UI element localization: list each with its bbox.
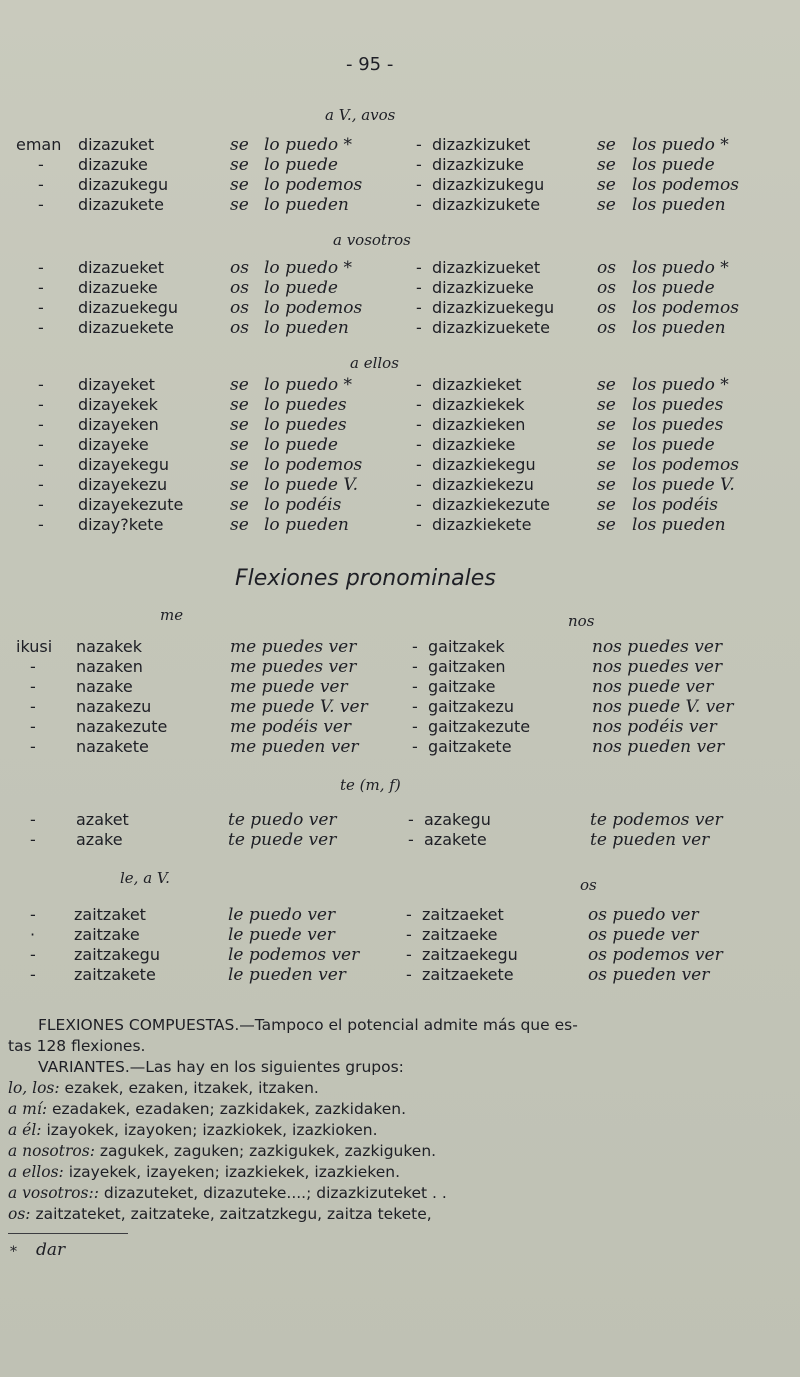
basque-singular-column — [78, 375, 183, 535]
basque-singular-cell: nazake — [76, 677, 133, 696]
basque-singular-cell: dizayekezute — [78, 495, 184, 514]
spanish-singular-cell: lo puedes — [264, 415, 347, 435]
spanish-singular-cell: le pueden ver — [228, 965, 346, 985]
spanish-plural-cell: los podemos — [632, 455, 739, 475]
pronoun-right-cell: se — [597, 395, 616, 415]
pronoun-right-column — [597, 135, 616, 215]
pronoun-left-cell: se — [230, 195, 249, 215]
verb-eman: eman — [16, 135, 62, 154]
spanish-plural-cell: nos puedes ver — [592, 657, 723, 677]
pronoun-left-cell: se — [230, 135, 249, 155]
dash-mid: - — [408, 810, 414, 829]
dash-left-cell — [38, 135, 56, 155]
basque-plural-cell: dizazkizukete — [432, 195, 541, 214]
spanish-singular-column — [228, 810, 337, 850]
dash-mid: - — [416, 395, 422, 414]
dash-left-column — [30, 637, 48, 757]
basque-singular-cell: dizazuekegu — [78, 298, 179, 317]
spanish-plural-cell: nos puede V. ver — [592, 697, 734, 717]
nos-header: nos — [568, 612, 595, 630]
pronoun-right-cell: se — [597, 195, 616, 215]
spanish-singular-cell: me puede ver — [230, 677, 348, 697]
pronoun-left-cell: os — [230, 318, 249, 338]
spanish-singular-cell: me pueden ver — [230, 737, 359, 757]
basque-plural-cell: gaitzake — [428, 677, 496, 696]
dash-mid: - — [416, 415, 422, 434]
compuestas-line-2: tas 128 flexiones. — [8, 1037, 146, 1055]
dash-left-column — [30, 905, 48, 985]
pronoun-right-cell: se — [597, 495, 616, 515]
spanish-plural-column — [632, 135, 739, 215]
dash-mid: - — [416, 515, 422, 534]
basque-singular-cell: zaitzaket — [74, 905, 146, 924]
dash-left-cell: - — [30, 697, 36, 716]
le-header: le, a V. — [120, 869, 170, 887]
spanish-plural-cell: los puedo * — [632, 375, 729, 395]
basque-singular-cell: azake — [76, 830, 123, 849]
basque-singular-cell: dizayeket — [78, 375, 155, 394]
section-header-a-ellos: a ellos — [350, 354, 399, 372]
dash-mid: - — [416, 475, 422, 494]
dash-mid: - — [412, 657, 418, 676]
pronoun-right-cell: os — [597, 318, 616, 338]
dash-mid: - — [412, 677, 418, 696]
spanish-singular-cell: lo puede — [264, 278, 338, 298]
basque-singular-cell: zaitzakegu — [74, 945, 160, 964]
basque-plural-column — [422, 905, 518, 985]
dash-mid: - — [416, 155, 422, 174]
dash-left-cell: - — [38, 195, 44, 214]
spanish-singular-cell: le podemos ver — [228, 945, 360, 965]
dash-left-cell: - — [38, 515, 44, 534]
dash-left-cell: - — [38, 455, 44, 474]
spanish-singular-cell: lo pueden — [264, 318, 349, 338]
spanish-plural-cell: los pueden — [632, 195, 726, 215]
spanish-plural-cell: los puede — [632, 278, 715, 298]
variant-label: lo, los: — [8, 1079, 60, 1097]
basque-singular-column — [74, 905, 160, 985]
pronoun-right-column — [597, 375, 616, 535]
spanish-singular-column — [264, 375, 362, 535]
dash-left-cell: - — [38, 278, 44, 297]
dash-mid: - — [416, 298, 422, 317]
basque-singular-cell: nazakete — [76, 737, 149, 756]
basque-plural-cell: dizazkiekete — [432, 515, 532, 534]
variant-text: dizazuteket, dizazuteke....; dizazkizuteket . . — [98, 1184, 447, 1202]
dash-left-cell: - — [30, 677, 36, 696]
dash-mid: - — [416, 195, 422, 214]
dash-left-cell: - — [30, 830, 36, 849]
basque-plural-column — [432, 258, 554, 338]
dash-left-cell: - — [30, 965, 36, 984]
me-header: me — [160, 606, 184, 624]
dash-left-cell: - — [38, 155, 44, 174]
spanish-plural-cell: los puedes — [632, 415, 724, 435]
spanish-plural-cell: os pueden ver — [588, 965, 710, 985]
dash-left-cell: - — [38, 375, 44, 394]
basque-singular-column — [78, 135, 168, 215]
verb-ikusi: ikusi — [16, 637, 53, 656]
basque-plural-cell: dizazkiekegu — [432, 455, 536, 474]
spanish-singular-cell: lo pueden — [264, 195, 349, 215]
dash-mid: - — [416, 175, 422, 194]
spanish-plural-cell: los podemos — [632, 175, 739, 195]
dash-left-cell: - — [38, 435, 44, 454]
spanish-plural-cell: nos pueden ver — [592, 737, 725, 757]
basque-singular-cell: nazakezute — [76, 717, 168, 736]
dash-mid: - — [416, 278, 422, 297]
dash-mid-column — [412, 637, 418, 757]
dash-left-cell: - — [38, 298, 44, 317]
spanish-singular-cell: lo puedo * — [264, 375, 352, 395]
variant-text: zaitzateket, zaitzateke, zaitzatzkegu, zaitza tekete, — [30, 1205, 432, 1223]
basque-singular-cell: nazakek — [76, 637, 142, 656]
pronoun-right-cell: se — [597, 435, 616, 455]
dash-mid-column — [416, 135, 422, 215]
spanish-plural-cell: os puedo ver — [588, 905, 699, 925]
basque-singular-cell: dizayekezu — [78, 475, 168, 494]
te-header: te (m, f) — [340, 776, 401, 794]
variant-text: izayekek, izayeken; izazkiekek, izazkieken. — [63, 1163, 401, 1181]
spanish-singular-cell: te puedo ver — [228, 810, 337, 830]
basque-singular-cell: dizazuke — [78, 155, 148, 174]
basque-plural-cell: gaitzaken — [428, 657, 506, 676]
basque-singular-cell: dizazueke — [78, 278, 158, 297]
pronoun-left-cell: se — [230, 515, 249, 535]
notes-block — [8, 1015, 778, 1225]
spanish-singular-column — [230, 637, 368, 757]
dash-mid: - — [412, 717, 418, 736]
spanish-singular-cell: lo puede — [264, 155, 338, 175]
basque-singular-column — [76, 637, 167, 757]
basque-plural-cell: dizazkiekezute — [432, 495, 550, 514]
dash-left-column — [38, 258, 56, 338]
dash-left-column — [38, 375, 56, 535]
basque-singular-cell: nazakezu — [76, 697, 152, 716]
pronoun-right-cell: se — [597, 155, 616, 175]
pronoun-left-cell: se — [230, 475, 249, 495]
basque-plural-cell: dizazkiekezu — [432, 475, 534, 494]
spanish-singular-cell: lo podemos — [264, 298, 363, 318]
spanish-plural-cell: los pueden — [632, 318, 726, 338]
spanish-singular-column — [264, 258, 362, 338]
basque-singular-column — [76, 810, 129, 850]
spanish-singular-cell: lo pueden — [264, 515, 349, 535]
basque-plural-cell: zaitzaeke — [422, 925, 498, 944]
dash-left-cell: - — [30, 657, 36, 676]
pronoun-right-cell: se — [597, 175, 616, 195]
variant-label: a ellos: — [8, 1163, 64, 1181]
spanish-plural-cell: nos podéis ver — [592, 717, 717, 737]
dash-left-cell: - — [30, 810, 36, 829]
basque-singular-cell: dizayekek — [78, 395, 158, 414]
dash-left-column — [38, 135, 56, 215]
spanish-plural-cell: los podéis — [632, 495, 719, 515]
basque-singular-cell: dizayeke — [78, 435, 149, 454]
variant-line — [8, 1141, 778, 1162]
pronoun-right-cell: se — [597, 515, 616, 535]
basque-plural-cell: dizazkizuekete — [432, 318, 550, 337]
basque-plural-cell: dizazkizuekegu — [432, 298, 555, 317]
pronoun-left-cell: se — [230, 415, 249, 435]
pronoun-right-cell: se — [597, 415, 616, 435]
dash-left-cell: - — [30, 945, 36, 964]
dash-mid: - — [416, 495, 422, 514]
pronoun-right-cell: se — [597, 375, 616, 395]
pronoun-left-cell: se — [230, 395, 249, 415]
footnote-mark: * — [10, 1244, 17, 1260]
basque-plural-cell: dizazkieke — [432, 435, 516, 454]
spanish-plural-column — [632, 258, 739, 338]
os-header: os — [580, 876, 597, 894]
basque-plural-cell: gaitzakete — [428, 737, 512, 756]
dash-mid-column — [416, 375, 422, 535]
dash-left-cell: - — [38, 395, 44, 414]
basque-plural-cell: dizazkizukegu — [432, 175, 545, 194]
spanish-singular-cell: lo podéis — [264, 495, 342, 515]
dash-left-cell: · — [30, 925, 36, 944]
spanish-plural-cell: los puede — [632, 435, 715, 455]
pronoun-right-cell: os — [597, 278, 616, 298]
variant-line — [8, 1078, 778, 1099]
dash-left-cell — [30, 637, 48, 657]
basque-plural-cell: dizazkizueket — [432, 258, 541, 277]
dash-mid: - — [406, 905, 412, 924]
variant-line — [8, 1183, 778, 1204]
spanish-plural-column — [592, 637, 733, 757]
basque-singular-cell: dizazueket — [78, 258, 164, 277]
basque-singular-cell: zaitzakete — [74, 965, 156, 984]
dash-mid: - — [412, 737, 418, 756]
dash-left-cell: - — [38, 495, 44, 514]
variant-label: a nosotros: — [8, 1142, 95, 1160]
spanish-singular-cell: lo puedo * — [264, 258, 352, 278]
variant-line — [8, 1162, 778, 1183]
spanish-plural-cell: te podemos ver — [590, 810, 723, 830]
basque-plural-cell: gaitzakek — [428, 637, 505, 656]
dash-left-cell: - — [38, 415, 44, 434]
section-header-a-vosotros: a vosotros — [333, 231, 411, 249]
dash-mid: - — [416, 435, 422, 454]
spanish-singular-cell: lo podemos — [264, 175, 363, 195]
pronoun-left-column — [230, 375, 249, 535]
dash-mid-column — [416, 258, 422, 338]
spanish-plural-cell: os podemos ver — [588, 945, 723, 965]
pronoun-left-cell: se — [230, 155, 249, 175]
spanish-singular-cell: lo podemos — [264, 455, 363, 475]
pronoun-right-cell: se — [597, 475, 616, 495]
spanish-singular-cell: lo puedes — [264, 395, 347, 415]
pronoun-right-cell: os — [597, 258, 616, 278]
pronoun-left-cell: se — [230, 495, 249, 515]
spanish-singular-cell: te puede ver — [228, 830, 337, 850]
basque-plural-column — [428, 637, 530, 757]
pronominal-title: Flexiones pronominales — [235, 566, 496, 591]
dash-mid-column — [408, 810, 414, 850]
spanish-plural-cell: los puedo * — [632, 258, 729, 278]
spanish-plural-cell: os puede ver — [588, 925, 699, 945]
basque-plural-cell: dizazkiekek — [432, 395, 525, 414]
page-number: - 95 - — [346, 54, 394, 75]
variant-line — [8, 1120, 778, 1141]
spanish-singular-cell: lo puedo * — [264, 135, 352, 155]
dash-mid: - — [416, 318, 422, 337]
basque-singular-cell: dizayeken — [78, 415, 159, 434]
dash-left-cell: - — [30, 905, 36, 924]
basque-plural-column — [432, 135, 544, 215]
spanish-singular-cell: me podéis ver — [230, 717, 352, 737]
dash-mid: - — [406, 925, 412, 944]
basque-plural-cell: dizazkizuke — [432, 155, 524, 174]
dash-mid: - — [416, 455, 422, 474]
dash-mid: - — [412, 697, 418, 716]
basque-plural-cell: gaitzakezute — [428, 717, 531, 736]
spanish-plural-cell: los puedes — [632, 395, 724, 415]
variant-label: a vosotros:: — [8, 1184, 99, 1202]
basque-singular-cell: zaitzake — [74, 925, 140, 944]
dash-left-cell: - — [30, 717, 36, 736]
basque-plural-cell: zaitzaekegu — [422, 945, 518, 964]
footnote-rule — [8, 1233, 128, 1234]
dash-left-cell: - — [38, 318, 44, 337]
pronoun-left-cell: os — [230, 278, 249, 298]
basque-plural-cell: dizazkieken — [432, 415, 526, 434]
dash-mid: - — [412, 637, 418, 656]
spanish-plural-cell: nos puede ver — [592, 677, 714, 697]
spanish-plural-cell: los puede V. — [632, 475, 735, 495]
basque-plural-column — [432, 375, 550, 535]
pronoun-left-cell: se — [230, 175, 249, 195]
variant-line — [8, 1099, 778, 1120]
variant-label: a mí: — [8, 1100, 48, 1118]
pronoun-left-cell: se — [230, 455, 249, 475]
basque-plural-cell: dizazkizuket — [432, 135, 531, 154]
spanish-singular-column — [264, 135, 362, 215]
section-header-a-v: a V., avos — [325, 106, 396, 124]
basque-plural-cell: azakegu — [424, 810, 491, 829]
spanish-plural-cell: los puedo * — [632, 135, 729, 155]
basque-plural-cell: zaitzaeket — [422, 905, 504, 924]
variant-text: ezadakek, ezadaken; zazkidakek, zazkidaken. — [47, 1100, 406, 1118]
spanish-plural-cell: los puede — [632, 155, 715, 175]
basque-singular-cell: dizazuket — [78, 135, 155, 154]
pronoun-left-column — [230, 258, 249, 338]
footnote-text: dar — [36, 1240, 66, 1260]
spanish-plural-cell: los pueden — [632, 515, 726, 535]
dash-left-cell: - — [38, 175, 44, 194]
spanish-plural-cell: nos puedes ver — [592, 637, 723, 657]
spanish-plural-column — [632, 375, 739, 535]
variant-label: os: — [8, 1205, 31, 1223]
spanish-plural-column — [590, 810, 723, 850]
basque-plural-cell: zaitzaekete — [422, 965, 514, 984]
basque-singular-cell: dizazuekete — [78, 318, 174, 337]
variant-line — [8, 1204, 778, 1225]
spanish-singular-cell: le puedo ver — [228, 905, 336, 925]
basque-singular-cell: dizay?kete — [78, 515, 164, 534]
pronoun-right-column — [597, 258, 616, 338]
pronoun-left-cell: os — [230, 298, 249, 318]
variant-label: a él: — [8, 1121, 42, 1139]
pronoun-left-cell: os — [230, 258, 249, 278]
dash-left-column — [30, 810, 48, 850]
dash-mid: - — [416, 375, 422, 394]
pronoun-right-cell: se — [597, 135, 616, 155]
variant-text: izayokek, izayoken; izazkiokek, izazkioken. — [41, 1121, 378, 1139]
basque-plural-cell: dizazkizueke — [432, 278, 534, 297]
spanish-plural-cell: te pueden ver — [590, 830, 710, 850]
basque-singular-cell: dizazukegu — [78, 175, 169, 194]
pronoun-right-cell: se — [597, 455, 616, 475]
basque-singular-column — [78, 258, 178, 338]
dash-left-cell: - — [30, 737, 36, 756]
spanish-singular-cell: lo puede — [264, 435, 338, 455]
dash-mid-column — [406, 905, 412, 985]
variantes-line: VARIANTES.—Las hay en los siguientes grupos: — [38, 1058, 404, 1076]
pronoun-left-column — [230, 135, 249, 215]
dash-left-cell: - — [38, 258, 44, 277]
spanish-plural-cell: los podemos — [632, 298, 739, 318]
spanish-singular-cell: me puede V. ver — [230, 697, 368, 717]
dash-mid: - — [406, 965, 412, 984]
compuestas-line-1: FLEXIONES COMPUESTAS.—Tampoco el potencial admite más que es- — [38, 1016, 578, 1034]
basque-plural-column — [424, 810, 491, 850]
spanish-plural-column — [588, 905, 723, 985]
pronoun-right-cell: os — [597, 298, 616, 318]
basque-singular-cell: dizazukete — [78, 195, 164, 214]
spanish-singular-cell: le puede ver — [228, 925, 335, 945]
dash-mid: - — [416, 258, 422, 277]
spanish-singular-cell: me puedes ver — [230, 657, 357, 677]
spanish-singular-cell: me puedes ver — [230, 637, 357, 657]
basque-plural-cell: gaitzakezu — [428, 697, 514, 716]
basque-plural-cell: dizazkieket — [432, 375, 522, 394]
dash-left-cell: - — [38, 475, 44, 494]
basque-singular-cell: azaket — [76, 810, 129, 829]
basque-singular-cell: nazaken — [76, 657, 143, 676]
spanish-singular-column — [228, 905, 359, 985]
basque-singular-cell: dizayekegu — [78, 455, 169, 474]
basque-plural-cell: azakete — [424, 830, 487, 849]
dash-mid: - — [406, 945, 412, 964]
pronoun-left-cell: se — [230, 435, 249, 455]
spanish-singular-cell: lo puede V. — [264, 475, 359, 495]
dash-mid: - — [408, 830, 414, 849]
variant-text: zagukek, zaguken; zazkigukek, zazkiguken. — [94, 1142, 437, 1160]
dash-mid: - — [416, 135, 422, 154]
variant-text: ezakek, ezaken, itzakek, itzaken. — [59, 1079, 319, 1097]
pronoun-left-cell: se — [230, 375, 249, 395]
